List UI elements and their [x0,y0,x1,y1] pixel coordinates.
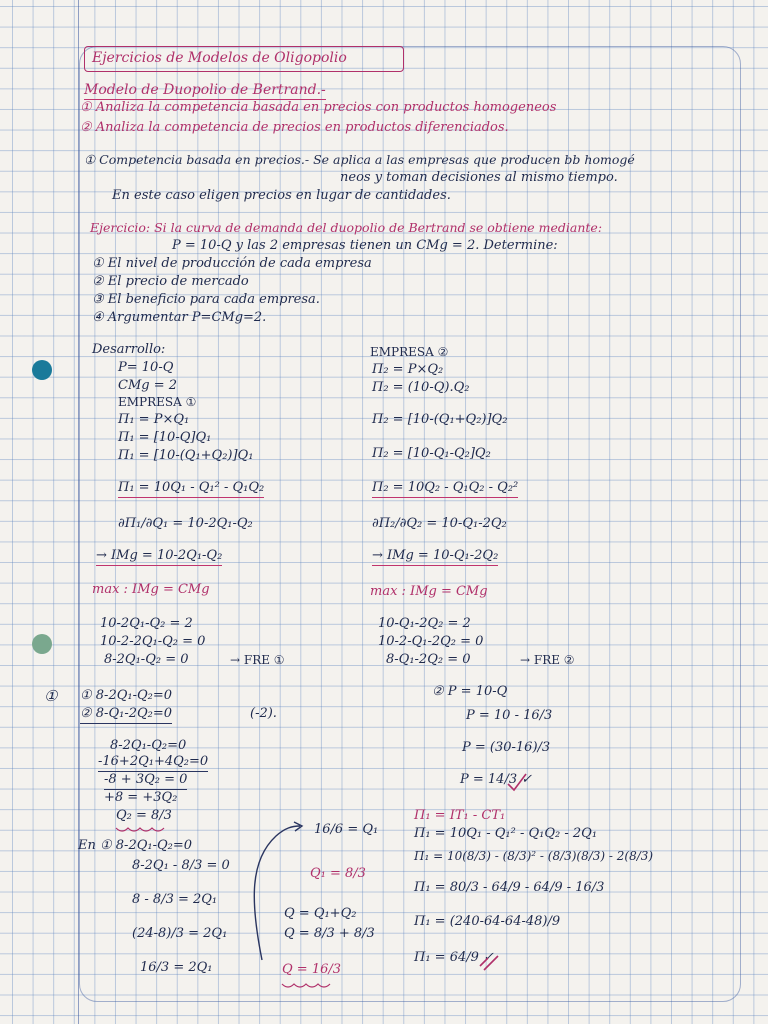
elim-step-3: -8 + 3Q₂ = 0 [104,772,187,790]
profit-result: Π₁ = 64/9 ✓ [414,950,494,965]
exercise-item-1: ① El nivel de producción de cada empresa [92,256,372,271]
firm-2-profit-5: Π₂ = 10Q₂ - Q₁Q₂ - Q₂² [372,480,518,498]
firm-2-max-3: 8-Q₁-2Q₂ = 0 [386,652,471,667]
check-mark-price [508,774,526,790]
firm-1-profit-1: Π₁ = P×Q₁ [118,412,190,427]
check-mark-profit [480,956,498,970]
firm-1-max-condition: max : IMg = CMg [92,582,210,597]
definition-line-3: En este caso eligen precios en lugar de cantidades. [112,188,451,203]
exercise-item-3: ③ El beneficio para cada empresa. [92,292,320,307]
system-eq-1: ① 8-2Q₁-Q₂=0 [80,688,173,703]
underline-squiggle-q2 [116,828,164,831]
profit-step-3: Π₁ = 10(8/3) - (8/3)² - (8/3)(8/3) - 2(8/3) [414,849,654,863]
intro-line-2: ② Analiza la competencia de precios en productos diferenciados. [80,120,509,135]
firm-1-profit-3: Π₁ = [10-(Q₁+Q₂)]Q₁ [118,448,254,463]
firm-1-profit-4: Π₁ = 10Q₁ - Q₁² - Q₁Q₂ [118,480,264,498]
q2-result: Q₂ = 8/3 [116,808,172,823]
system-multiplier: (-2). [250,706,277,721]
firm-1-marginal-revenue: → IMg = 10-2Q₁-Q₂ [96,548,222,566]
profit-step-5: Π₁ = (240-64-64-48)/9 [414,914,561,929]
total-q-result: Q = 16/3 [282,962,342,977]
price-result: P = 14/3 ✓ [460,772,533,787]
firm-1-reaction-label: → FRE ① [230,653,285,667]
substitution-label: En ① 8-2Q₁-Q₂=0 [78,838,193,853]
firm-2-label: EMPRESA ② [370,345,449,359]
sub-step-4: 16/3 = 2Q₁ [140,960,213,975]
elim-step-1: 8-2Q₁-Q₂=0 [110,738,187,753]
exercise-line-2: P = 10-Q y las 2 empresas tienen un CMg = 2. Determine: [172,238,558,253]
arrow-curve [254,826,300,960]
intro-line-1: ① Analiza la competencia basada en precios con productos homogeneos [80,100,557,115]
profit-step-4: Π₁ = 80/3 - 64/9 - 64/9 - 16/3 [414,880,605,895]
exercise-item-4: ④ Argumentar P=CMg=2. [92,310,267,325]
section-heading: Modelo de Duopolio de Bertrand.- [84,82,326,98]
definition-line-2: neos y toman decisiones al mismo tiempo. [340,170,618,185]
price-step-1: ② P = 10-Q [432,684,508,699]
firm-1-derivative: ∂Π₁/∂Q₁ = 10-2Q₁-Q₂ [118,516,253,531]
firm-2-profit-2: Π₂ = (10-Q).Q₂ [372,380,470,395]
definition-line-1: ① Competencia basada en precios.- Se aplica a las empresas que producen bb homogé [84,152,635,167]
sub-step-1: 8-2Q₁ - 8/3 = 0 [132,858,230,873]
firm-1-max-3: 8-2Q₁-Q₂ = 0 [104,652,189,667]
price-step-3: P = (30-16)/3 [462,740,551,755]
marginal-cost: CMg = 2 [118,378,178,393]
total-q-2: Q = 8/3 + 8/3 [284,926,375,941]
q1-step: 16/6 = Q₁ [314,822,379,837]
sub-step-3: (24-8)/3 = 2Q₁ [132,926,228,941]
total-q-1: Q = Q₁+Q₂ [284,906,357,921]
firm-1-max-1: 10-2Q₁-Q₂ = 2 [100,616,193,631]
elim-step-2: -16+2Q₁+4Q₂=0 [98,754,208,772]
exercise-line-1: Ejercicio: Si la curva de demanda del duopolio de Bertrand se obtiene mediante: [90,220,603,235]
q1-result: Q₁ = 8/3 [310,866,366,881]
firm-1-label: EMPRESA ① [118,395,197,409]
profit-step-2: Π₁ = 10Q₁ - Q₁² - Q₁Q₂ - 2Q₁ [414,826,598,841]
firm-2-profit-1: Π₂ = P×Q₂ [372,362,444,377]
elim-step-4: +8 = +3Q₂ [104,790,178,805]
page-title: Ejercicios de Modelos de Oligopolio [92,50,347,66]
exercise-item-2: ② El precio de mercado [92,274,249,289]
price-step-2: P = 10 - 16/3 [466,708,553,723]
firm-1-max-2: 10-2-2Q₁-Q₂ = 0 [100,634,206,649]
answer-1-marker: ① [44,687,58,705]
firm-2-max-condition: max : IMg = CMg [370,584,488,599]
development-heading: Desarrollo: [92,342,166,357]
firm-2-profit-4: Π₂ = [10-Q₁-Q₂]Q₂ [372,446,491,461]
underline-squiggle-q [282,984,330,987]
firm-2-marginal-revenue: → IMg = 10-Q₁-2Q₂ [372,548,498,566]
firm-2-max-2: 10-2-Q₁-2Q₂ = 0 [378,634,484,649]
firm-2-profit-3: Π₂ = [10-(Q₁+Q₂)]Q₂ [372,412,508,427]
firm-2-derivative: ∂Π₂/∂Q₂ = 10-Q₁-2Q₂ [372,516,507,531]
firm-1-profit-2: Π₁ = [10-Q]Q₁ [118,430,212,445]
profit-step-1: Π₁ = IT₁ - CT₁ [414,808,506,823]
system-eq-2: ② 8-Q₁-2Q₂=0 [80,706,172,724]
sub-step-2: 8 - 8/3 = 2Q₁ [132,892,218,907]
demand-equation: P= 10-Q [118,360,174,375]
firm-2-max-1: 10-Q₁-2Q₂ = 2 [378,616,471,631]
firm-2-reaction-label: → FRE ② [520,653,575,667]
